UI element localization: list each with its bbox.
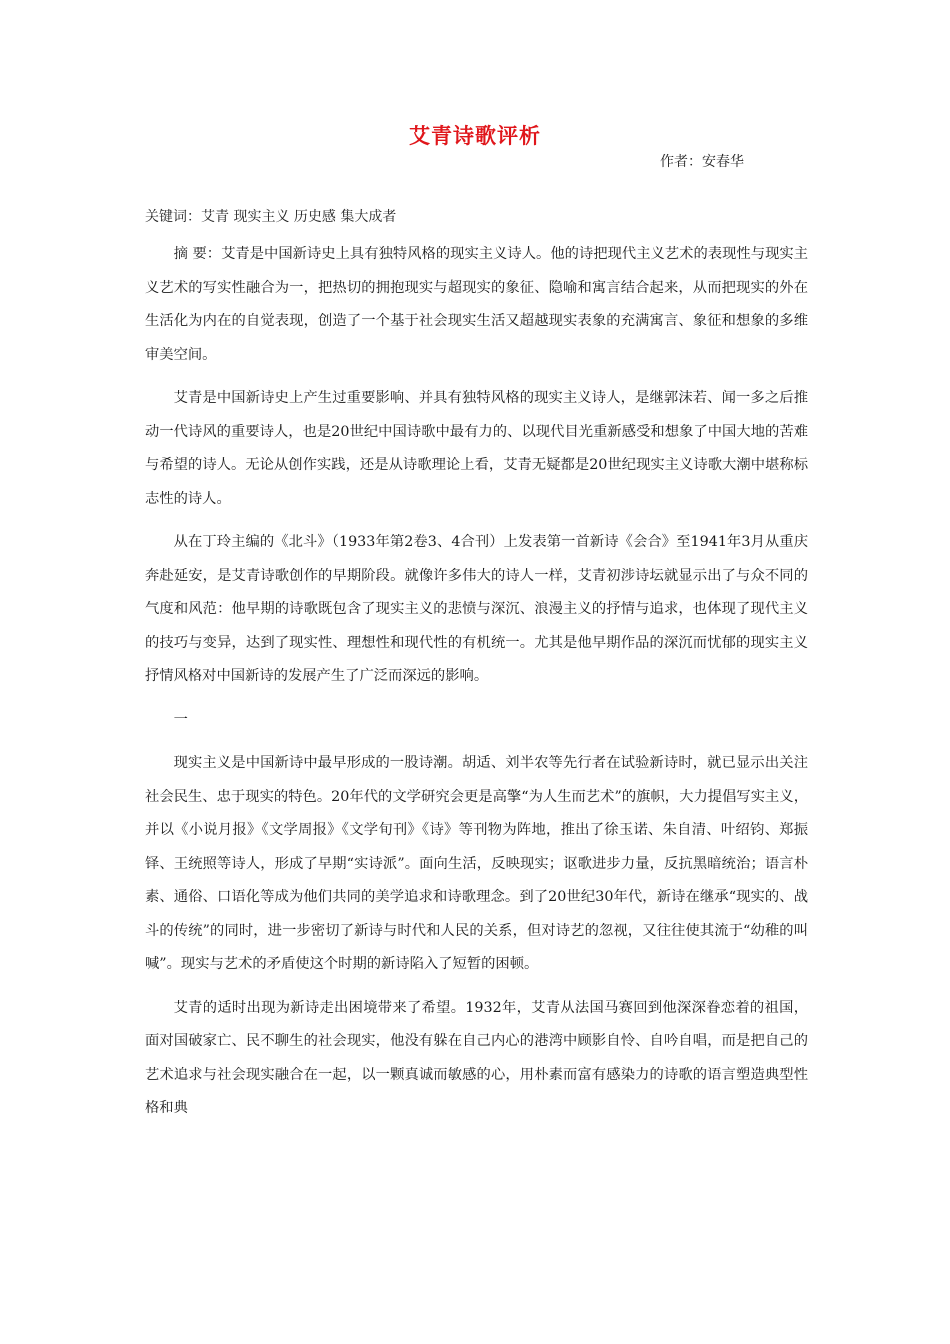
keywords-line: 关键词：艾青 现实主义 历史感 集大成者 (145, 209, 397, 225)
document-title: 艾青诗歌评析 (409, 124, 541, 148)
abstract-paragraph: 摘 要：艾青是中国新诗史上具有独特风格的现实主义诗人。他的诗把现代主义艺术的表现性与现实主义艺术的写实性融合为一，把热切的拥抱现实与超现实的象征、隐喻和寓言结合起来，从而把现实的外在生活化为内在的自觉表现，创造了一个基于社会现实生活又超越现实表象的充满寓言、象征和想象的多维审美空间。 (145, 246, 808, 363)
body-paragraph: 现实主义是中国新诗中最早形成的一股诗潮。胡适、刘半农等先行者在试验新诗时，就已显示出关注社会民生、忠于现实的特色。20年代的文学研究会更是高擎“为人生而艺术”的旗帜，大力提倡写实主义，并以《小说月报》《文学周报》《文学旬刊》《诗》等刊物为阵地，推出了徐玉诺、朱自清、叶绍钧、郑振铎、王统照等诗人，形成了早期“实诗派”。面向生活，反映现实；讴歌进步力量，反抗黑暗统治；语言朴素、通俗、口语化等成为他们共同的美学追求和诗歌理念。到了20世纪30年代，新诗在继承“现实的、战斗的传统”的同时，进一步密切了新诗与时代和人民的关系，但对诗艺的忽视，又往往使其流于“幼稚的叫喊”。现实与艺术的矛盾使这个时期的新诗陷入了短暂的困顿。 (145, 755, 808, 972)
body-text (145, 238, 808, 1136)
section-heading: 一 (173, 711, 188, 728)
body-paragraph: 艾青的适时出现为新诗走出困境带来了希望。1932年，艾青从法国马赛回到他深深眷恋着的祖国，面对国破家亡、民不聊生的社会现实，他没有躲在自己内心的港湾中顾影自怜、自吟自唱，而是把自己的艺术追求与社会现实融合在一起，以一颗真诚而敏感的心，用朴素而富有感染力的诗歌的语言塑造典型性格和典 (145, 999, 808, 1116)
author-line: 作者：安春华 (660, 154, 744, 170)
body-paragraph: 从在丁玲主编的《北斗》（1933年第2卷3、4合刊）上发表第一首新诗《会合》至1941年3月从重庆奔赴延安，是艾青诗歌创作的早期阶段。就像许多伟大的诗人一样，艾青初涉诗坛就显示出了与众不同的气度和风范：他早期的诗歌既包含了现实主义的悲愤与深沉、浪漫主义的抒情与追求，也体现了现代主义的技巧与变异，达到了现实性、理想性和现代性的有机统一。尤其是他早期作品的深沉而忧郁的现实主义抒情风格对中国新诗的发展产生了广泛而深远的影响。 (145, 534, 808, 684)
body-paragraph: 艾青是中国新诗史上产生过重要影响、并具有独特风格的现实主义诗人，是继郭沫若、闻一多之后推动一代诗风的重要诗人，也是20世纪中国诗歌中最有力的、以现代目光重新感受和想象了中国大地的苦难与希望的诗人。无论从创作实践，还是从诗歌理论上看，艾青无疑都是20世纪现实主义诗歌大潮中堪称标志性的诗人。 (145, 390, 808, 507)
